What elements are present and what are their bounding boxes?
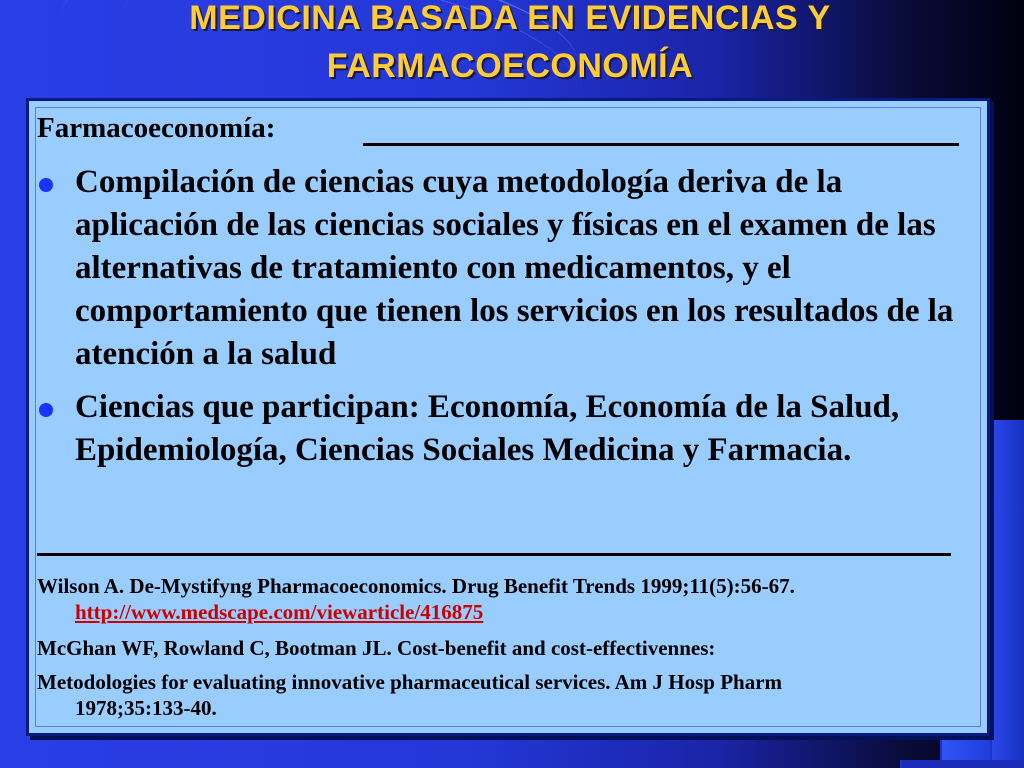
reference-text-continuation: 1978;35:133-40. xyxy=(75,696,217,720)
reference-text: Wilson A. De-Mystifyng Pharmacoeconomics. Drug Benefit Trends 1999;11(5):56-67. xyxy=(37,574,795,598)
heading-underline xyxy=(363,143,959,146)
slide-title-line-1: MEDICINA BASADA EN EVIDENCIAS Y xyxy=(189,0,831,37)
bullet-dot-icon xyxy=(39,178,53,192)
bullet-item xyxy=(75,386,970,472)
reference-entry xyxy=(37,669,977,721)
bullet-text: Compilación de ciencias cuya metodología deriva de la aplicación de las ciencias sociales y físicas en el examen de las alternativas de tratamiento con medicamentos, y el comportamiento que tienen los servicios en los resultados de la atención a la salud xyxy=(75,164,954,372)
reference-link[interactable]: http://www.medscape.com/viewarticle/416875 xyxy=(75,600,484,624)
references-divider xyxy=(37,553,951,556)
reference-text: McGhan WF, Rowland C, Bootman JL. Cost-benefit and cost-effectivennes: xyxy=(37,636,716,660)
reference-text: Metodologies for evaluating innovative pharmaceutical services. Am J Hosp Pharm xyxy=(37,670,783,694)
bullet-text: Ciencias que participan: Economía, Economía de la Salud, Epidemiología, Ciencias Sociales Medicina y Farmacia. xyxy=(75,389,900,468)
slide-title xyxy=(40,0,980,90)
section-heading: Farmacoeconomía: xyxy=(37,112,276,144)
slide-title-line-2: FARMACOECONOMÍA xyxy=(326,47,694,85)
decorative-bar xyxy=(900,760,1024,768)
reference-entry xyxy=(37,573,977,625)
reference-entry xyxy=(37,635,977,661)
decorative-bar xyxy=(990,420,1024,768)
bullet-item xyxy=(75,161,970,376)
bullet-dot-icon xyxy=(39,403,53,417)
